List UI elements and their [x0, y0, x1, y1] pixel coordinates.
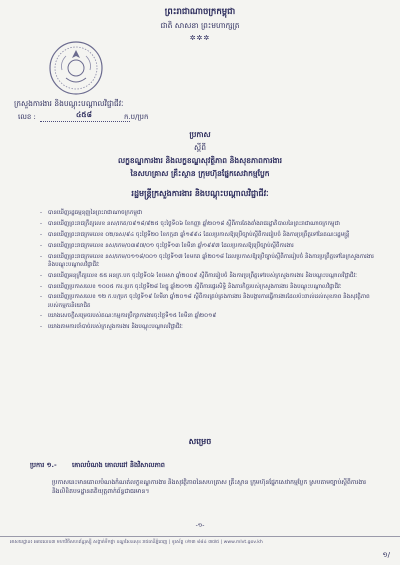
footer-address: អាសយដ្ឋាន៖ អគារលេខ៣ មហាវិថីសហព័ន្ធរុស្ស៊ី សង្កាត់ទឹកថ្លា ខណ្ឌសែនសុខ រាជធានីភ្នំពេញ | ទូរស័ព្ទ ០២៣ ៨៨៤ ៣៧៥ | www.mlvt.gov.kh	[10, 540, 263, 545]
footer-divider	[0, 536, 400, 537]
document-number-label: លេខ :	[18, 113, 36, 121]
article-1-label: ប្រការ ១.-	[30, 461, 57, 469]
stey-subtitle: ស្ដីពី	[194, 143, 206, 152]
decision-heading: សម្រេច	[188, 437, 212, 446]
list-item: - យោងតាមការចាំបាច់របស់ក្រសួងការងារ និងបណ្ដុះបណ្ដាលវិជ្ជាជីវៈ	[40, 323, 380, 331]
article-1-text: ប្រកាសនេះមានគោលបំណងកំណត់លក្ខខណ្ឌការងារ និងសុវត្ថិភាពនៃសហគ្រាស គ្រឹះស្ថាន ក្រុមហ៊ុនផ្នែកសេវាកម្មប្លែក ស្របតាមច្បាប់ស្ដីពីការងារ និងលិខិតបទដ្ឋានគតិយុត្តពាក់ព័ន្ធជាធរមាន។	[52, 479, 367, 496]
corner-mark: ១/	[382, 551, 390, 559]
document-number-value: ៤៥៨	[76, 110, 92, 119]
title-line-1: លក្ខខណ្ឌការងារ និងលក្ខខណ្ឌសុវត្ថិភាព និងសុខភាពការងារ	[118, 156, 282, 165]
minister-heading: រដ្ឋមន្ត្រីក្រសួងការងារ និងបណ្ដុះបណ្ដាលវិជ្ជាជីវៈ	[131, 189, 269, 198]
motto-heading: ជាតិ សាសនា ព្រះមហាក្សត្រ	[160, 21, 240, 30]
kingdom-heading: ព្រះរាជាណាចក្រកម្ពុជា	[164, 7, 236, 17]
number-dotted-line	[40, 121, 130, 122]
ministry-name: ក្រសួងការងារ និងបណ្ដុះបណ្ដាលវិជ្ជាជីវៈ	[14, 99, 124, 108]
list-item: - បានឃើញអនុក្រឹត្យលេខ ៥៥ អនក្រ.បក ចុះថ្ងៃទី០៦ ខែមេសា ឆ្នាំ២០០៩ ស្ដីពីការរៀបចំ និងការប្រព្រឹត្តទៅរបស់ក្រសួងការងារ និងបណ្ដុះបណ្ដាលវិជ្ជាជីវៈ	[40, 272, 380, 280]
article-1-title: គោលបំណង គោលដៅ និងវិសាលភាព	[72, 461, 165, 469]
legal-basis-list	[40, 209, 380, 334]
list-item: - បានឃើញព្រះរាជក្រមលេខ នស/រកម/០៣៩៧/០១ ចុះថ្ងៃទី១៣ ខែមីនា ឆ្នាំ១៩៩៧ ដែលប្រកាសឱ្យប្រើច្បាប់ស្ដីពីការងារ	[40, 242, 380, 250]
list-item: - យោងសេចក្ដីសម្រេចរបស់គណៈកម្មការប្រឹក្សាការងារចុះថ្ងៃទី១៥ ខែមីនា ឆ្នាំ២០១៩	[40, 312, 380, 320]
list-item: - បានឃើញប្រកាសលេខ ១០០៥ ការ.ប្រក ចុះថ្ងៃទី២៨ ខែធ្នូ ឆ្នាំ២០១២ ស្ដីពីការផ្ទេរសិទ្ធិ និងភារកិច្ចរបស់ក្រសួងការងារ និងបណ្ដុះបណ្ដាលវិជ្ជាជីវៈ	[40, 283, 380, 291]
title-line-2: នៃសហគ្រាស គ្រឹះស្ថាន ក្រុមហ៊ុនផ្នែកសេវាកម្មប្លែក	[130, 169, 270, 178]
list-item: - បានឃើញប្រកាសលេខ ១២ ក.ប/ប្រក ចុះថ្ងៃទី១៩ ខែមីនា ឆ្នាំ២០១៨ ស្ដីពីការគ្រប់គ្រងការងារ និងបង្ការការធ្វើការងារដែលប៉ះពាល់ដល់សុខភាព និងសុវត្ថិភាពរបស់កម្មករនិយោជិត	[40, 293, 380, 309]
list-item: - បានឃើញព្រះរាជក្រមលេខ នស/រកម/០១១៨/០០១ ចុះថ្ងៃទី១៧ ខែមករា ឆ្នាំ២០១៨ ដែលប្រកាសឱ្យប្រើច្បាប់ស្ដីពីការរៀបចំ និងការប្រព្រឹត្តទៅនៃក្រសួងការងារ និងបណ្ដុះបណ្ដាលវិជ្ជាជីវៈ	[40, 253, 380, 269]
prakas-title: ប្រកាស	[189, 130, 211, 139]
ministry-seal-icon	[48, 40, 104, 96]
header-ornament: ✲✲✲	[189, 34, 211, 42]
list-item: - បានឃើញរដ្ឋធម្មនុញ្ញនៃព្រះរាជាណាចក្រកម្ពុជា	[40, 209, 380, 217]
document-number-suffix: ក.ប/ប្រក	[124, 113, 149, 121]
page-number: -១-	[195, 522, 205, 529]
list-item: - បានឃើញព្រះរាជក្រមលេខ ០២/នស/៩៤ ចុះថ្ងៃទី២០ ខែកក្កដា ឆ្នាំ១៩៩៤ ដែលប្រកាសឱ្យប្រើច្បាប់ស្ដីពីការរៀបចំ និងការប្រព្រឹត្តទៅនៃគណៈរដ្ឋមន្ត្រី	[40, 231, 380, 239]
list-item: - បានឃើញព្រះរាជក្រឹត្យលេខ នស/រកត/០៩១៨/៩២៥ ចុះថ្ងៃទី០៦ ខែកញ្ញា ឆ្នាំ២០១៨ ស្ដីពីការតែងតាំងរាជរដ្ឋាភិបាលនៃព្រះរាជាណាចក្រកម្ពុជា	[40, 220, 380, 228]
